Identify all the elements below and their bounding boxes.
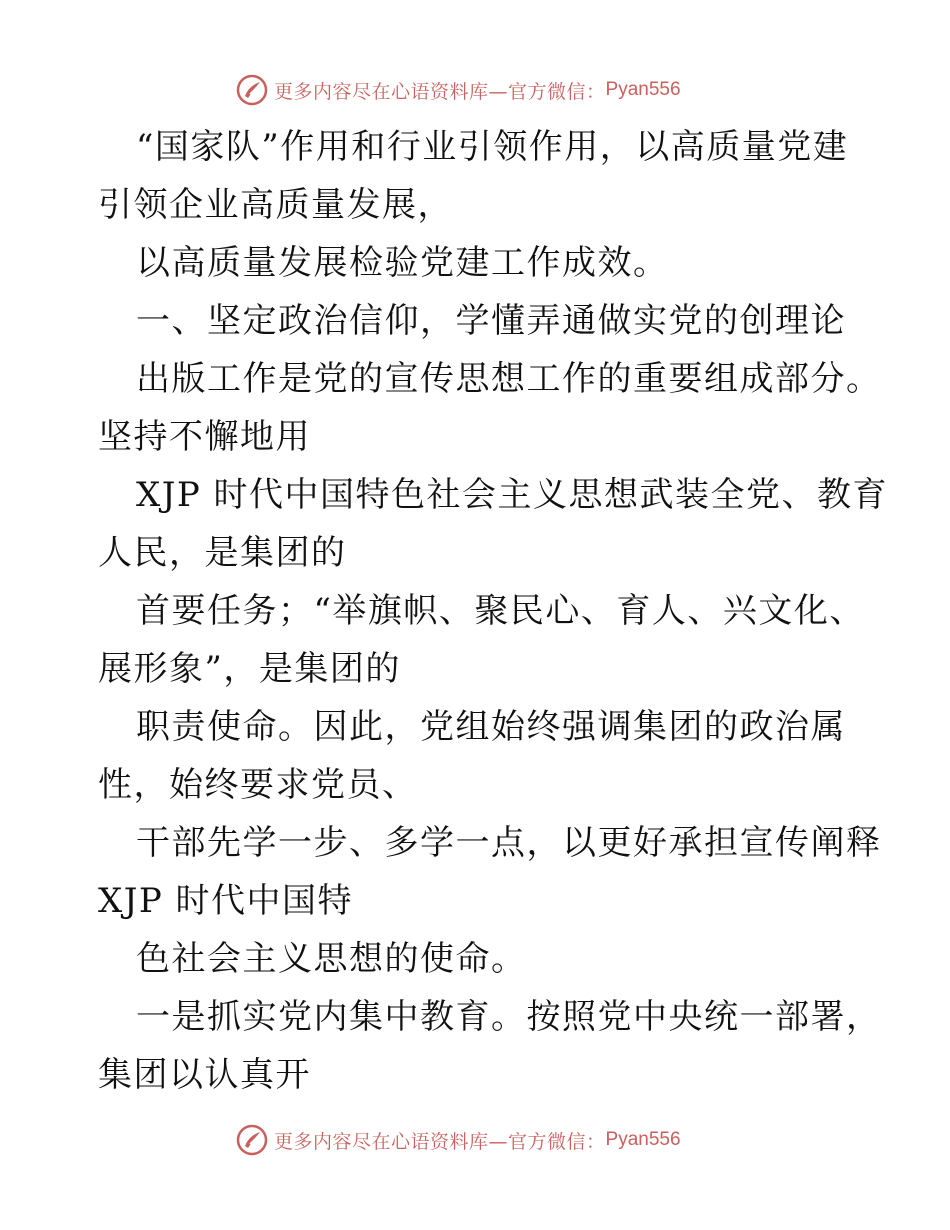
red-seal-logo-icon — [236, 74, 268, 106]
text-line: 以高质量发展检验党建工作成效。 — [136, 243, 669, 283]
text-line: 坚持不懈地用 — [98, 417, 311, 457]
document-body — [98, 118, 889, 1104]
text-line: 干部先学一步、多学一点，以更好承担宣传阐释 — [136, 823, 882, 863]
text-line: “国家队”作用和行业引领作用，以高质量党建 — [136, 127, 849, 167]
text-line: 展形象”，是集团的 — [98, 649, 401, 689]
footer-watermark — [236, 1123, 681, 1157]
text-line: 性，始终要求党员、 — [98, 765, 418, 805]
text-line: 人民，是集团的 — [98, 533, 347, 573]
red-seal-logo-icon — [236, 1124, 268, 1156]
text-line: XJP 时代中国特 — [98, 881, 354, 921]
section-heading: 一、坚定政治信仰，学懂弄通做实党的创理论 — [136, 301, 846, 341]
text-line: 色社会主义思想的使命。 — [136, 939, 527, 979]
text-line: 职责使命。因此，党组始终强调集团的政治属 — [136, 707, 846, 747]
text-line: 集团以认真开 — [98, 1055, 311, 1095]
text-line: XJP 时代中国特色社会主义思想武装全党、教育 — [136, 475, 889, 515]
text-line: 引领企业高质量发展， — [98, 185, 453, 225]
watermark-wechat-id: Pyan556 — [605, 1129, 681, 1150]
header-watermark — [236, 73, 681, 107]
watermark-text: 更多内容尽在心语资料库—官方微信： — [274, 80, 606, 103]
text-line: 首要任务；“举旗帜、聚民心、育人、兴文化、 — [136, 591, 865, 631]
watermark-text: 更多内容尽在心语资料库—官方微信： — [274, 1130, 606, 1153]
watermark-wechat-id: Pyan556 — [605, 79, 681, 100]
text-line: 一是抓实党内集中教育。按照党中央统一部署， — [136, 997, 882, 1037]
text-line: 出版工作是党的宣传思想工作的重要组成部分。 — [136, 359, 882, 399]
